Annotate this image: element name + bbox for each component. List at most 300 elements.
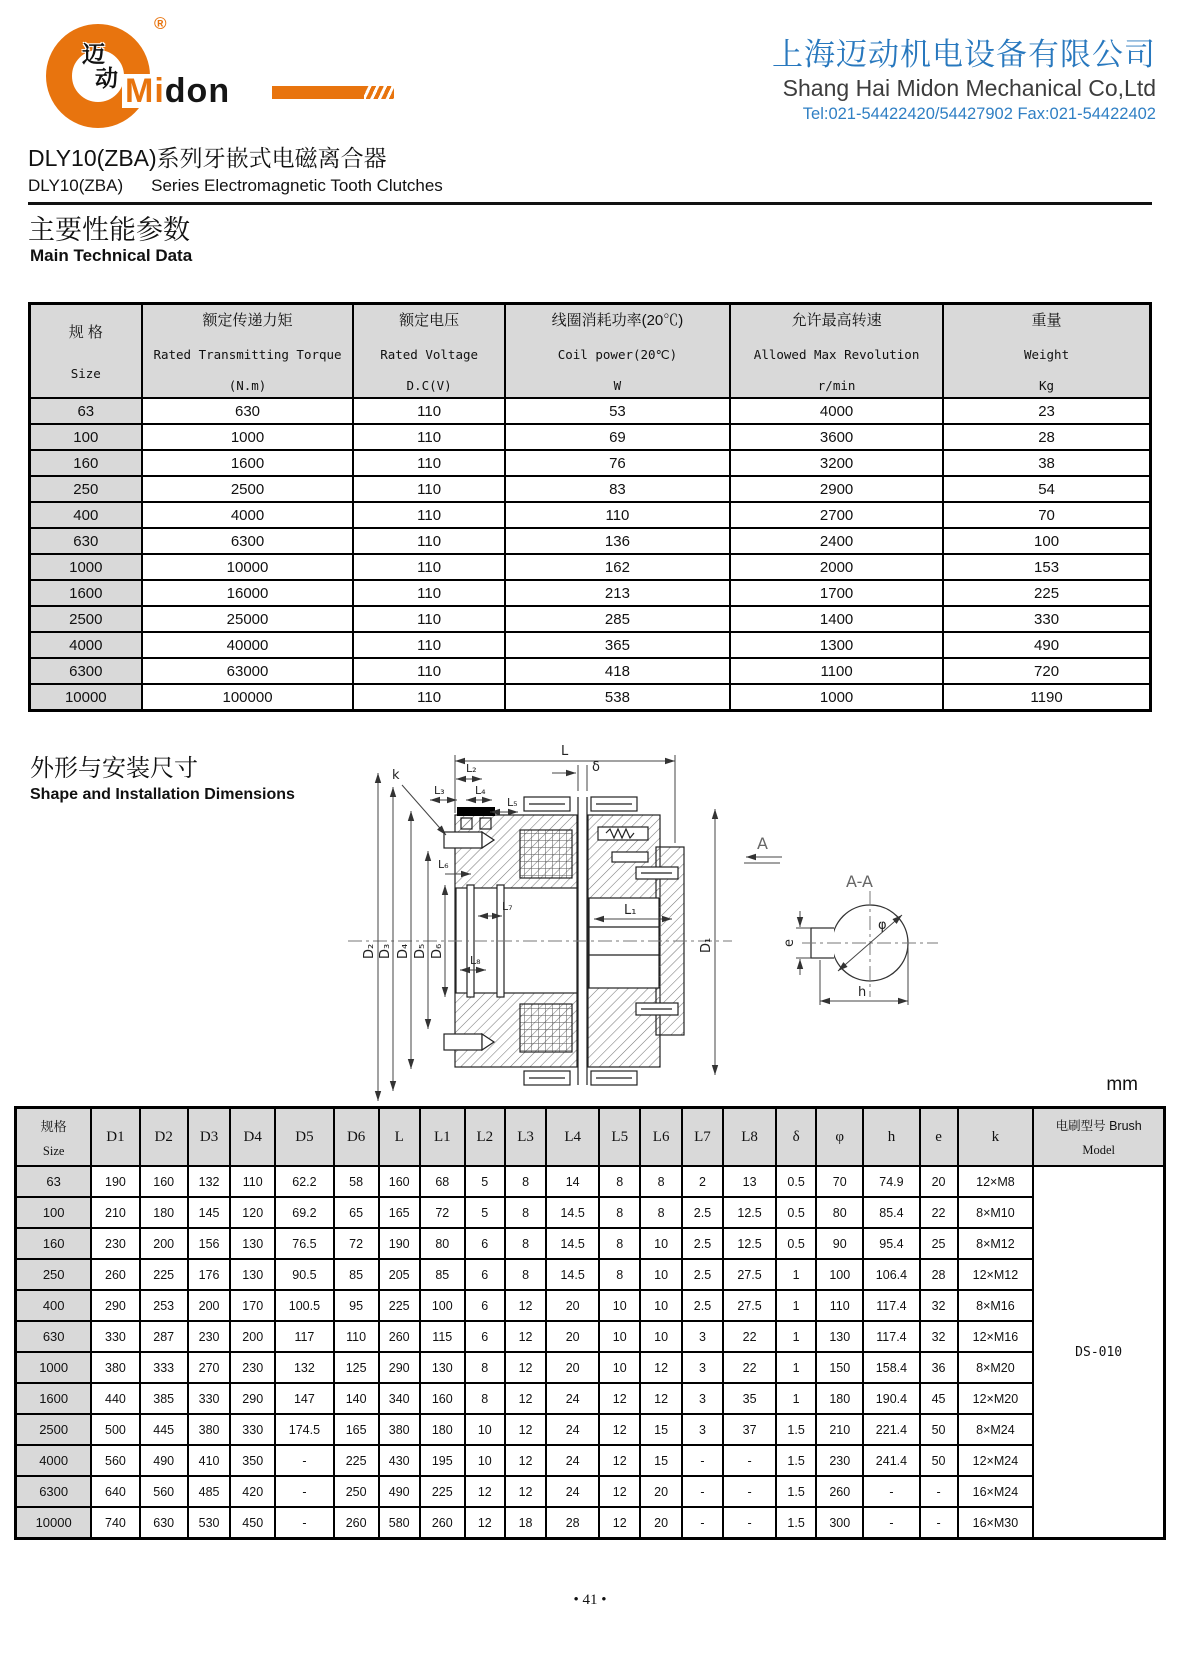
value-cell: 110 (353, 606, 504, 632)
value-cell: 12 (465, 1476, 505, 1507)
clutch-technical-drawing (20, 735, 1160, 1103)
value-cell: 538 (505, 684, 730, 711)
dim-label-L3: L₃ (434, 784, 445, 797)
size-cell: 2500 (16, 1414, 92, 1445)
value-cell: 12 (599, 1476, 640, 1507)
midon-logo (30, 14, 390, 139)
value-cell: 20 (640, 1476, 681, 1507)
size-cell: 250 (16, 1259, 92, 1290)
value-cell: 2900 (730, 476, 943, 502)
value-cell: - (275, 1445, 334, 1476)
value-cell: 0.5 (776, 1228, 816, 1259)
column-header-e: e (920, 1108, 958, 1167)
value-cell: 210 (91, 1197, 139, 1228)
value-cell: 287 (140, 1321, 188, 1352)
value-cell: 40000 (142, 632, 354, 658)
brush-model-cell: DS-010 (1033, 1166, 1164, 1539)
value-cell: 8 (640, 1197, 681, 1228)
value-cell: 160 (379, 1166, 420, 1197)
value-cell: 3 (682, 1414, 723, 1445)
value-cell: 110 (353, 502, 504, 528)
value-cell: 2.5 (682, 1290, 723, 1321)
value-cell: 76.5 (275, 1228, 334, 1259)
page-number: • 41 • (573, 1592, 607, 1608)
value-cell: 74.9 (863, 1166, 919, 1197)
value-cell: 120 (230, 1197, 275, 1228)
column-header-h: h (863, 1108, 919, 1167)
value-cell: 53 (505, 398, 730, 424)
value-cell: 213 (505, 580, 730, 606)
value-cell: 420 (230, 1476, 275, 1507)
value-cell: 450 (230, 1507, 275, 1539)
value-cell: 1600 (142, 450, 354, 476)
column-header-size (30, 304, 142, 399)
table2-body (16, 1166, 1165, 1539)
value-cell: 110 (353, 450, 504, 476)
column-header-L7: L7 (682, 1108, 723, 1167)
value-cell: 1000 (730, 684, 943, 711)
value-cell: 200 (188, 1290, 231, 1321)
table2-header (16, 1108, 1165, 1167)
value-cell: 1100 (730, 658, 943, 684)
value-cell: 1.5 (776, 1414, 816, 1445)
value-cell: 2700 (730, 502, 943, 528)
value-cell: 8×M24 (958, 1414, 1034, 1445)
value-cell: 12 (640, 1383, 681, 1414)
size-cell: 1000 (16, 1352, 92, 1383)
value-cell: 6 (465, 1259, 505, 1290)
value-cell: 330 (943, 606, 1150, 632)
value-cell: 110 (230, 1166, 275, 1197)
value-cell: 130 (420, 1352, 465, 1383)
value-cell: - (920, 1476, 958, 1507)
dim-label-L4: L₄ (475, 784, 486, 797)
value-cell: 2400 (730, 528, 943, 554)
value-cell: 270 (188, 1352, 231, 1383)
value-cell: 380 (379, 1414, 420, 1445)
dim-label-L7: L₇ (502, 900, 513, 913)
table-row (30, 554, 1151, 580)
value-cell: 12 (505, 1476, 546, 1507)
value-cell: 225 (420, 1476, 465, 1507)
value-cell: 530 (188, 1507, 231, 1539)
value-cell: 225 (943, 580, 1150, 606)
dim-label-e: e (782, 939, 797, 947)
value-cell: 100 (943, 528, 1150, 554)
value-cell: 410 (188, 1445, 231, 1476)
value-cell: 225 (140, 1259, 188, 1290)
value-cell: 14.5 (546, 1228, 599, 1259)
value-cell: 6 (465, 1228, 505, 1259)
value-cell: - (275, 1476, 334, 1507)
value-cell: 12 (505, 1414, 546, 1445)
size-cell: 1000 (30, 554, 142, 580)
value-cell: 3 (682, 1321, 723, 1352)
value-cell: 12×M24 (958, 1445, 1034, 1476)
dim-label-phi: φ (878, 918, 887, 933)
size-cell: 630 (30, 528, 142, 554)
value-cell: 3200 (730, 450, 943, 476)
logo-zh-char2: 动 (95, 65, 118, 92)
value-cell: 260 (379, 1321, 420, 1352)
value-cell: 630 (142, 398, 354, 424)
value-cell: 158.4 (863, 1352, 919, 1383)
value-cell: 125 (334, 1352, 379, 1383)
table-row (16, 1228, 1165, 1259)
size-cell: 4000 (16, 1445, 92, 1476)
value-cell: 95.4 (863, 1228, 919, 1259)
value-cell: 1 (776, 1321, 816, 1352)
table-row (30, 424, 1151, 450)
value-cell: 10 (640, 1259, 681, 1290)
value-cell: 12×M16 (958, 1321, 1034, 1352)
value-cell: 65 (334, 1197, 379, 1228)
section2-heading-zh: 外形与安装尺寸 (30, 755, 198, 782)
dim-label-k: k (392, 768, 400, 783)
value-cell: 8 (599, 1166, 640, 1197)
value-cell: 32 (920, 1290, 958, 1321)
value-cell: - (723, 1445, 776, 1476)
value-cell: 560 (91, 1445, 139, 1476)
value-cell: 50 (920, 1445, 958, 1476)
value-cell: 72 (420, 1197, 465, 1228)
value-cell: 720 (943, 658, 1150, 684)
logo-zh-char1: 迈 (82, 41, 105, 67)
value-cell: 12 (599, 1383, 640, 1414)
table-row (16, 1259, 1165, 1290)
dim-label-L1: L₁ (624, 903, 637, 918)
size-cell: 400 (30, 502, 142, 528)
value-cell: 430 (379, 1445, 420, 1476)
value-cell: 290 (230, 1383, 275, 1414)
value-cell: 165 (379, 1197, 420, 1228)
value-cell: 153 (943, 554, 1150, 580)
value-cell: 16×M24 (958, 1476, 1034, 1507)
dim-label-D1: D₁ (699, 937, 714, 953)
value-cell: 10 (599, 1290, 640, 1321)
value-cell: 12 (599, 1414, 640, 1445)
value-cell: 62.2 (275, 1166, 334, 1197)
value-cell: 117.4 (863, 1290, 919, 1321)
value-cell: 10000 (142, 554, 354, 580)
logo-bar (272, 86, 390, 99)
value-cell: 85.4 (863, 1197, 919, 1228)
company-name-zh: 上海迈动机电设备有限公司 (772, 37, 1156, 72)
value-cell: 3 (682, 1383, 723, 1414)
value-cell: 385 (140, 1383, 188, 1414)
column-header-max-revolution: 允许最高转速 Allowed Max Revolution r/min (730, 304, 943, 399)
value-cell: 110 (353, 528, 504, 554)
page-title-zh: DLY10(ZBA)系列牙嵌式电磁离合器 (28, 145, 387, 171)
value-cell: 20 (640, 1507, 681, 1539)
table-row (16, 1507, 1165, 1539)
table-row (16, 1445, 1165, 1476)
value-cell: 8×M12 (958, 1228, 1034, 1259)
size-cell: 160 (16, 1228, 92, 1259)
dim-label-D5: D₅ (413, 943, 428, 959)
value-cell: 85 (420, 1259, 465, 1290)
value-cell: 174.5 (275, 1414, 334, 1445)
size-cell: 400 (16, 1290, 92, 1321)
value-cell: 160 (140, 1166, 188, 1197)
value-cell: 1.5 (776, 1445, 816, 1476)
value-cell: 2000 (730, 554, 943, 580)
value-cell: 380 (91, 1352, 139, 1383)
registered-trademark-icon: ® (154, 14, 167, 33)
table-row (30, 476, 1151, 502)
value-cell: 4000 (730, 398, 943, 424)
value-cell: - (682, 1445, 723, 1476)
value-cell: 20 (546, 1321, 599, 1352)
value-cell: 24 (546, 1383, 599, 1414)
size-cell: 100 (16, 1197, 92, 1228)
value-cell: 10 (640, 1321, 681, 1352)
value-cell: 445 (140, 1414, 188, 1445)
size-cell: 2500 (30, 606, 142, 632)
value-cell: 6 (465, 1290, 505, 1321)
value-cell: 100.5 (275, 1290, 334, 1321)
value-cell: 1 (776, 1352, 816, 1383)
value-cell: 170 (230, 1290, 275, 1321)
value-cell: 83 (505, 476, 730, 502)
value-cell: - (723, 1476, 776, 1507)
value-cell: 330 (188, 1383, 231, 1414)
value-cell: 18 (505, 1507, 546, 1539)
size-cell: 160 (30, 450, 142, 476)
value-cell: 24 (546, 1445, 599, 1476)
value-cell: 1300 (730, 632, 943, 658)
column-header-size: 规格 Size (16, 1108, 92, 1167)
table-row (16, 1414, 1165, 1445)
value-cell: 190 (379, 1228, 420, 1259)
value-cell: 23 (943, 398, 1150, 424)
value-cell: 12 (505, 1383, 546, 1414)
value-cell: 90.5 (275, 1259, 334, 1290)
column-header-L3: L3 (505, 1108, 546, 1167)
value-cell: 27.5 (723, 1259, 776, 1290)
value-cell: 117 (275, 1321, 334, 1352)
value-cell: 12 (640, 1352, 681, 1383)
value-cell: 160 (420, 1383, 465, 1414)
table-row (16, 1476, 1165, 1507)
value-cell: 3600 (730, 424, 943, 450)
value-cell: 162 (505, 554, 730, 580)
value-cell: 260 (816, 1476, 863, 1507)
value-cell: 580 (379, 1507, 420, 1539)
value-cell: 1000 (142, 424, 354, 450)
table-row (16, 1290, 1165, 1321)
value-cell: 200 (140, 1228, 188, 1259)
dimensions-table (14, 1106, 1166, 1540)
value-cell: 210 (816, 1414, 863, 1445)
value-cell: 3 (682, 1352, 723, 1383)
value-cell: 12 (505, 1290, 546, 1321)
table1-body (30, 398, 1151, 711)
value-cell: 176 (188, 1259, 231, 1290)
value-cell: 12×M20 (958, 1383, 1034, 1414)
value-cell: 10 (599, 1352, 640, 1383)
table-row (30, 580, 1151, 606)
value-cell: 1400 (730, 606, 943, 632)
value-cell: 8 (599, 1259, 640, 1290)
value-cell: 10 (465, 1414, 505, 1445)
value-cell: 1700 (730, 580, 943, 606)
table-row (16, 1321, 1165, 1352)
dim-label-D4: D₄ (396, 943, 411, 959)
value-cell: 300 (816, 1507, 863, 1539)
section1-heading-en: Main Technical Data (30, 246, 193, 265)
value-cell: 333 (140, 1352, 188, 1383)
value-cell: 10 (640, 1228, 681, 1259)
value-cell: 365 (505, 632, 730, 658)
value-cell: 1190 (943, 684, 1150, 711)
value-cell: 8×M10 (958, 1197, 1034, 1228)
value-cell: 69.2 (275, 1197, 334, 1228)
value-cell: 115 (420, 1321, 465, 1352)
value-cell: 290 (379, 1352, 420, 1383)
value-cell: 35 (723, 1383, 776, 1414)
value-cell: 100000 (142, 684, 354, 711)
section1-heading-zh: 主要性能参数 (28, 215, 190, 245)
value-cell: 110 (353, 632, 504, 658)
value-cell: 12 (505, 1445, 546, 1476)
value-cell: 80 (420, 1228, 465, 1259)
value-cell: 640 (91, 1476, 139, 1507)
value-cell: 95 (334, 1290, 379, 1321)
value-cell: 27.5 (723, 1290, 776, 1321)
column-header-D2: D2 (140, 1108, 188, 1167)
value-cell: 8 (505, 1166, 546, 1197)
value-cell: 12 (599, 1507, 640, 1539)
value-cell: 2 (682, 1166, 723, 1197)
value-cell: 70 (943, 502, 1150, 528)
size-cell: 6300 (16, 1476, 92, 1507)
value-cell: 260 (334, 1507, 379, 1539)
value-cell: 1.5 (776, 1507, 816, 1539)
value-cell: 500 (91, 1414, 139, 1445)
value-cell: 195 (420, 1445, 465, 1476)
column-header-L6: L6 (640, 1108, 681, 1167)
value-cell: 13 (723, 1166, 776, 1197)
value-cell: 630 (140, 1507, 188, 1539)
value-cell: 20 (546, 1290, 599, 1321)
size-cell: 1600 (16, 1383, 92, 1414)
value-cell: 117.4 (863, 1321, 919, 1352)
value-cell: 340 (379, 1383, 420, 1414)
size-cell: 10000 (16, 1507, 92, 1539)
value-cell: 38 (943, 450, 1150, 476)
column-header-L4: L4 (546, 1108, 599, 1167)
value-cell: 180 (420, 1414, 465, 1445)
value-cell: 68 (420, 1166, 465, 1197)
value-cell: 6 (465, 1321, 505, 1352)
value-cell: 132 (188, 1166, 231, 1197)
value-cell: 200 (230, 1321, 275, 1352)
value-cell: 22 (723, 1321, 776, 1352)
value-cell: 150 (816, 1352, 863, 1383)
size-header-zh: 规 格 (68, 324, 103, 341)
column-header-L1: L1 (420, 1108, 465, 1167)
table-row (30, 658, 1151, 684)
value-cell: 418 (505, 658, 730, 684)
logo-mi: Mi (125, 72, 165, 110)
value-cell: 230 (816, 1445, 863, 1476)
value-cell: 190.4 (863, 1383, 919, 1414)
value-cell: - (275, 1507, 334, 1539)
dim-label-delta: δ (592, 760, 600, 775)
value-cell: 241.4 (863, 1445, 919, 1476)
value-cell: 110 (353, 424, 504, 450)
dim-label-L8: L₈ (470, 954, 481, 967)
section-label-AA: A-A (846, 872, 873, 891)
value-cell: 22 (920, 1197, 958, 1228)
value-cell: 12 (465, 1507, 505, 1539)
table1-header (30, 304, 1151, 399)
value-cell: 230 (230, 1352, 275, 1383)
table-row (30, 450, 1151, 476)
dim-label-D3: D₃ (378, 943, 393, 959)
value-cell: 90 (816, 1228, 863, 1259)
value-cell: 8 (599, 1197, 640, 1228)
dim-label-L2: L₂ (466, 762, 477, 775)
column-header-torque: 额定传递力矩 Rated Transmitting Torque (N.m) (142, 304, 354, 399)
table-row (16, 1166, 1165, 1197)
value-cell: 2.5 (682, 1228, 723, 1259)
value-cell: 8 (465, 1383, 505, 1414)
column-header-voltage: 额定电压 Rated Voltage D.C(V) (353, 304, 504, 399)
dim-label-D6: D₆ (430, 943, 445, 959)
value-cell: 490 (140, 1445, 188, 1476)
value-cell: 260 (420, 1507, 465, 1539)
column-header-L2: L2 (465, 1108, 505, 1167)
size-cell: 10000 (30, 684, 142, 711)
value-cell: 330 (230, 1414, 275, 1445)
value-cell: 12 (505, 1321, 546, 1352)
value-cell: 69 (505, 424, 730, 450)
value-cell: 5 (465, 1197, 505, 1228)
value-cell: 2500 (142, 476, 354, 502)
value-cell: 485 (188, 1476, 231, 1507)
value-cell: 28 (546, 1507, 599, 1539)
size-cell: 250 (30, 476, 142, 502)
series-model: DLY10(ZBA) (28, 176, 124, 195)
value-cell: 8 (640, 1166, 681, 1197)
table-row (30, 684, 1151, 711)
value-cell: 5 (465, 1166, 505, 1197)
value-cell: 110 (353, 476, 504, 502)
value-cell: 490 (379, 1476, 420, 1507)
value-cell: 14.5 (546, 1197, 599, 1228)
value-cell: 76 (505, 450, 730, 476)
value-cell: 1 (776, 1259, 816, 1290)
value-cell: 110 (505, 502, 730, 528)
series-description: Series Electromagnetic Tooth Clutches (151, 176, 443, 195)
value-cell: 20 (546, 1352, 599, 1383)
value-cell: 225 (334, 1445, 379, 1476)
value-cell: 10 (640, 1290, 681, 1321)
value-cell: 4000 (142, 502, 354, 528)
dim-label-L: L (561, 744, 569, 759)
clutch-main-view (348, 791, 732, 1091)
value-cell: 50 (920, 1414, 958, 1445)
value-cell: 8 (505, 1228, 546, 1259)
value-cell: 132 (275, 1352, 334, 1383)
value-cell: 45 (920, 1383, 958, 1414)
column-header-δ: δ (776, 1108, 816, 1167)
value-cell: 136 (505, 528, 730, 554)
value-cell: 54 (943, 476, 1150, 502)
size-cell: 630 (16, 1321, 92, 1352)
